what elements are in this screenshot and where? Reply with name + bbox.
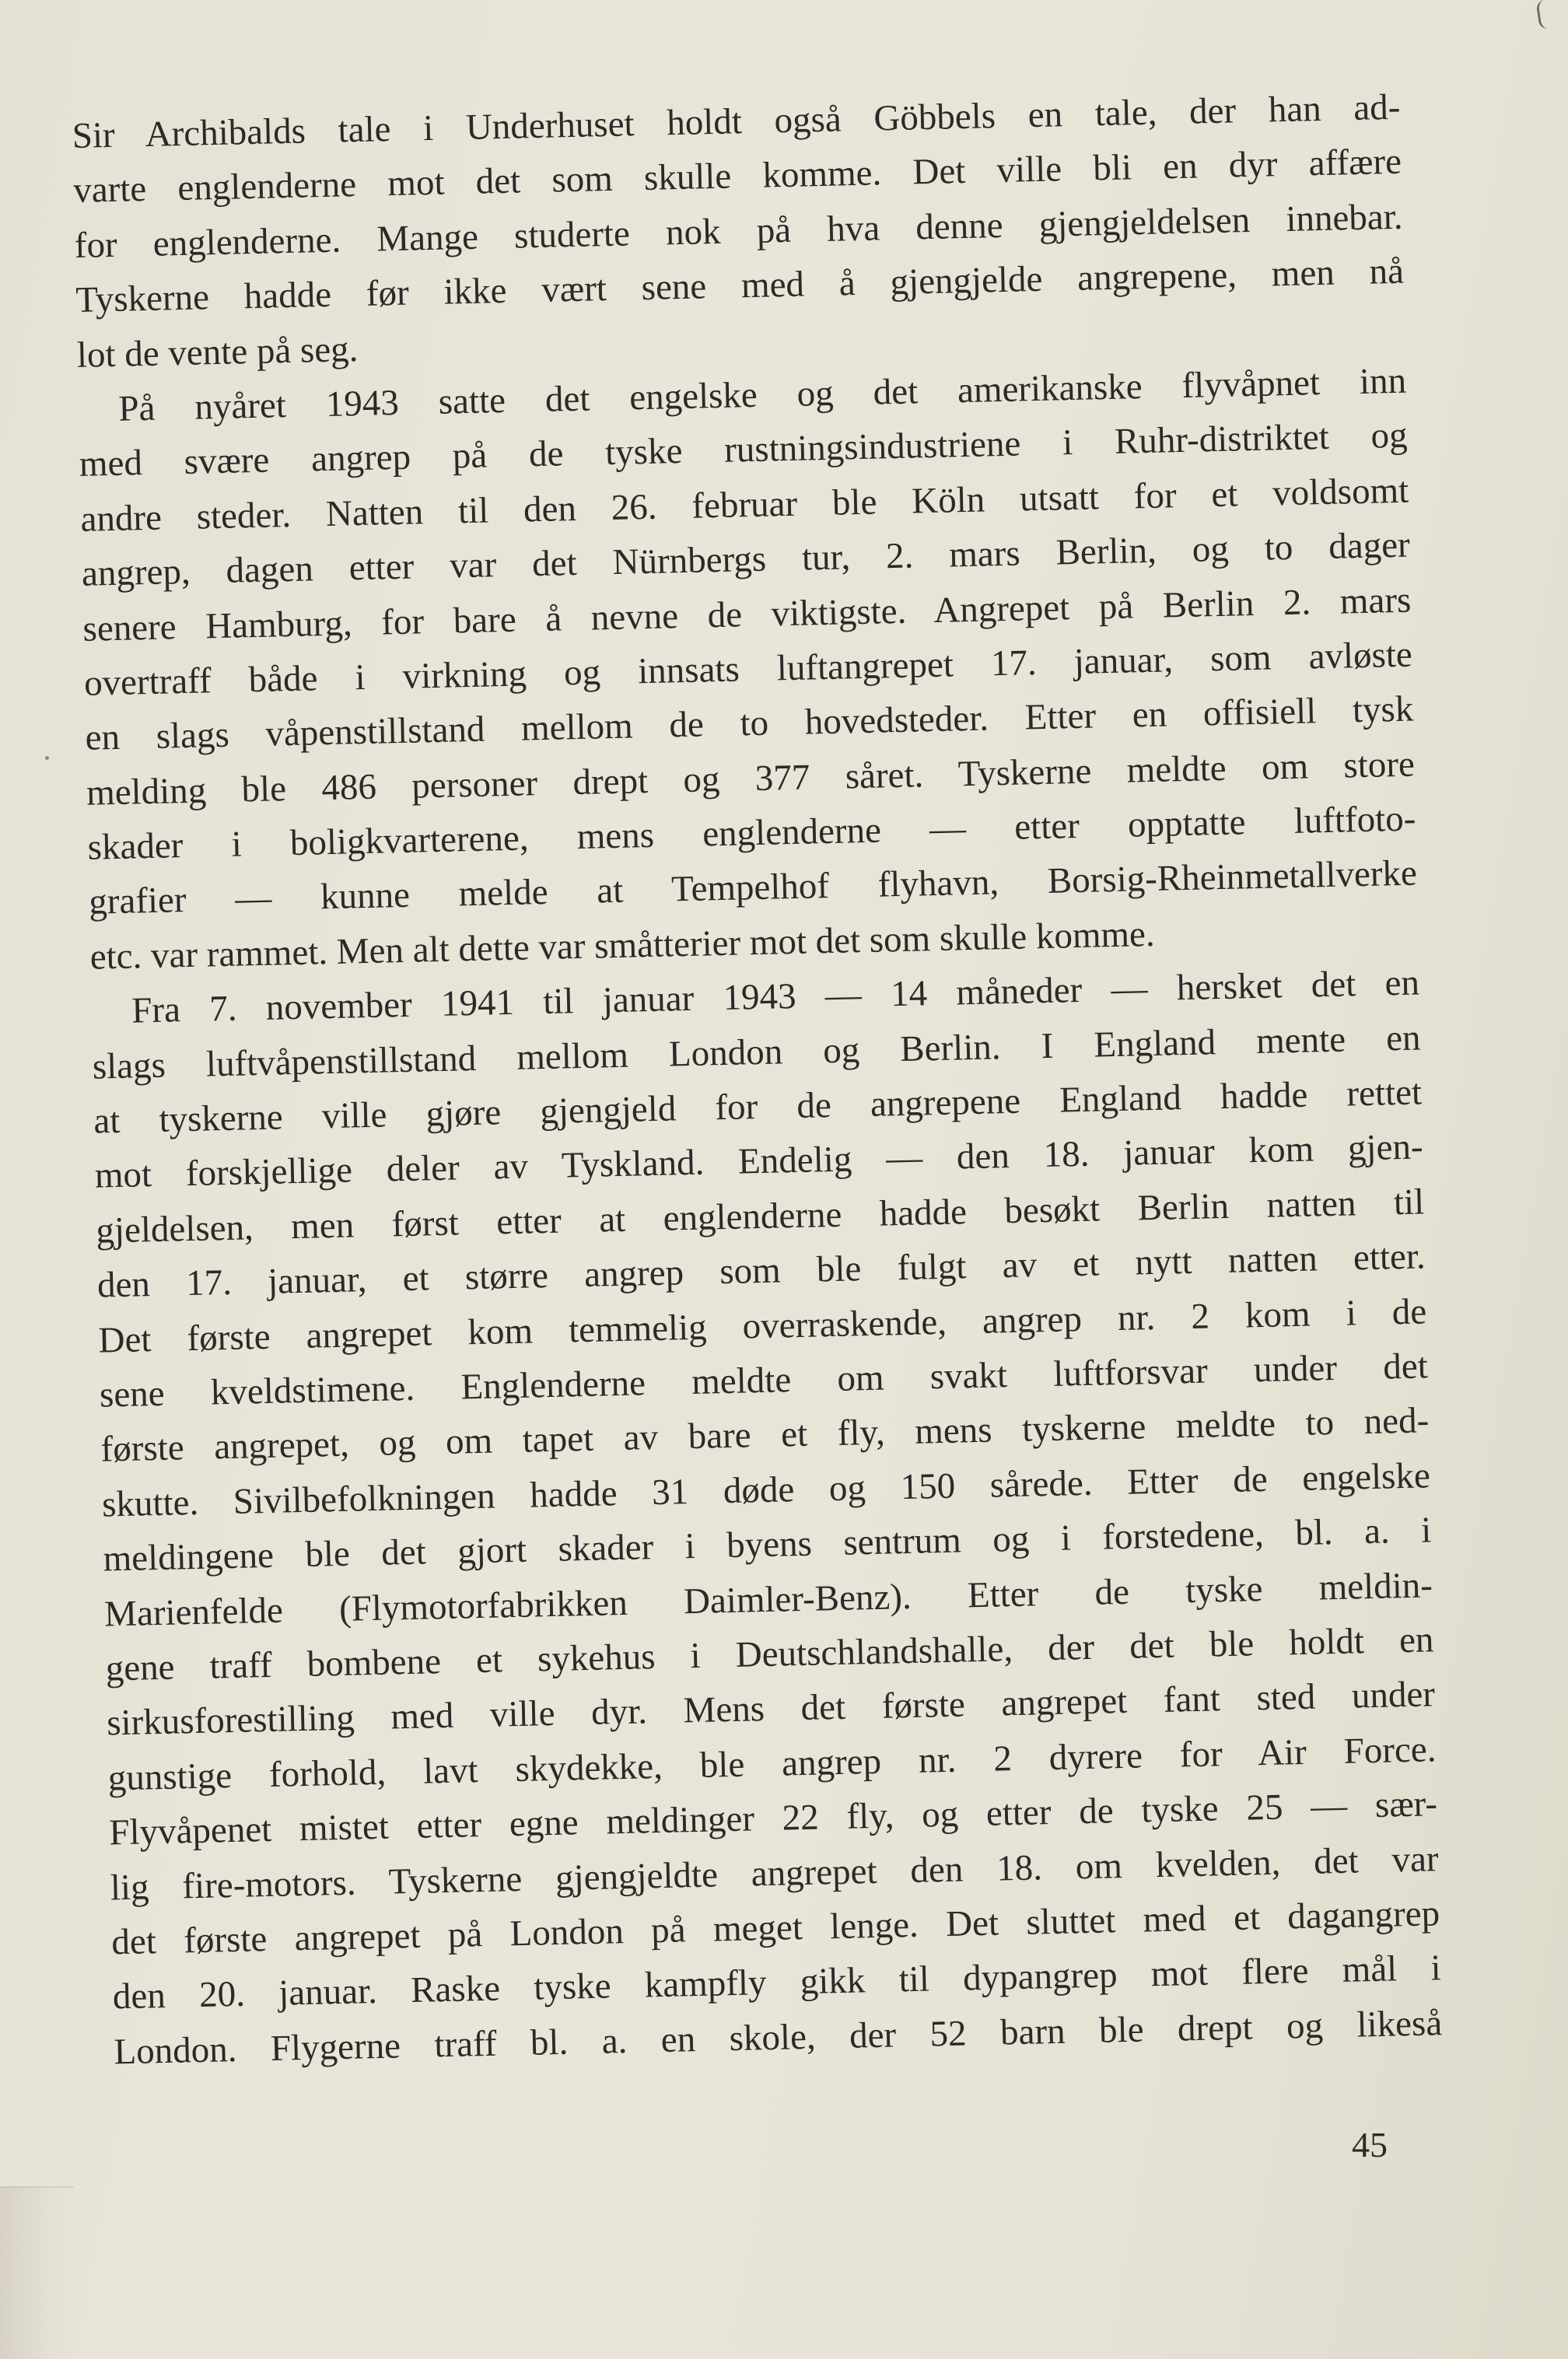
text-line: sene kveldstimene. Englenderne meldte om svakt luftforsvar under det [99, 1346, 1429, 1416]
text-line: angrep, dagen etter var det Nürnbergs tur, 2. mars Berlin, og to dager [81, 524, 1411, 594]
text-line: skader i boligkvarterene, mens englenderne — etter opptatte luftfoto- [87, 798, 1416, 868]
text-line: Marienfelde (Flymotorfabrikken Daimler-Benz). Etter de tyske meldin- [103, 1564, 1433, 1635]
body-text [72, 80, 1443, 2080]
text-line: lot de vente på seg. [76, 328, 359, 376]
text-line: at tyskerne ville gjøre gjengjeld for de angrepene England hadde rettet [93, 1072, 1423, 1142]
page-edge-mark [1535, 0, 1549, 30]
text-line: varte englenderne mot det som skulle komme. Det ville bli en dyr affære [72, 142, 1402, 212]
text-line: Tyskerne hadde før ikke vært sene med å gjengjelde angrepene, men nå [75, 250, 1405, 321]
text-line: gjeldelsen, men først etter at englenderne hadde besøkt Berlin natten til [95, 1181, 1425, 1251]
text-line: Det første angrepet kom temmelig overraskende, angrep nr. 2 kom i de [97, 1290, 1427, 1361]
text-line: første angrepet, og om tapet av bare et fly, mens tyskerne meldte to ned- [100, 1400, 1430, 1470]
page-number: 45 [1352, 2125, 1388, 2165]
text-line: skutte. Sivilbefolkningen hadde 31 døde og 150 sårede. Etter de engelske [101, 1455, 1431, 1525]
text-line: den 20. januar. Raske tyske kampfly gikk til dypangrep mot flere mål i [112, 1948, 1442, 2018]
text-line: melding ble 486 personer drept og 377 såret. Tyskerne meldte om store [86, 744, 1416, 814]
text-line: lig fire-motors. Tyskerne gjengjeldte angrepet den 18. om kvelden, det var [110, 1838, 1440, 1908]
text-line: gene traff bombene et sykehus i Deutschlandshalle, der det ble holdt en [105, 1619, 1434, 1689]
text-line: sirkusforestilling med ville dyr. Mens det første angrepet fant sted under [106, 1674, 1436, 1744]
text-line: Fra 7. november 1941 til januar 1943 — 14 måneder — hersket det en [131, 962, 1420, 1031]
text-line: Sir Archibalds tale i Underhuset holdt også Göbbels en tale, der han ad- [72, 86, 1401, 156]
text-line: grafier — kunne melde at Tempelhof flyhavn, Borsig-Rheinmetallverke [88, 852, 1418, 923]
text-line: mot forskjellige deler av Tyskland. Endelig — den 18. januar kom gjen- [94, 1126, 1424, 1197]
margin-speck [45, 756, 49, 760]
text-line: senere Hamburg, for bare å nevne de viktigste. Angrepet på Berlin 2. mars [82, 579, 1412, 649]
text-line: London. Flygerne traff bl. a. en skole, der 52 barn ble drept og likeså [113, 2002, 1443, 2073]
text-line: andre steder. Natten til den 26. februar ble Köln utsatt for et voldsomt [79, 470, 1409, 540]
text-line: etc. var rammet. Men alt dette var småtterier mot det som skulle komme. [89, 913, 1156, 978]
text-line: På nyåret 1943 satte det engelske og det amerikanske flyvåpnet inn [117, 360, 1407, 429]
page-corner-shadow [0, 2186, 74, 2359]
text-line: Flyvåpenet mistet etter egne meldinger 22 fly, og etter de tyske 25 — sær- [108, 1783, 1438, 1853]
text-line: meldingene ble det gjort skader i byens sentrum og i forstedene, bl. a. i [103, 1510, 1432, 1580]
text-line: for englenderne. Mange studerte nok på hva denne gjengjeldelsen innebar. [74, 196, 1403, 266]
text-line: det første angrepet på London på meget lenge. Det sluttet med et dagangrep [110, 1893, 1440, 1963]
text-line: med svære angrep på de tyske rustningsindustriene i Ruhr-distriktet og [79, 415, 1409, 485]
text-line: overtraff både i virkning og innsats luftangrepet 17. januar, som avløste [83, 634, 1413, 704]
text-line: slags luftvåpenstillstand mellom London og Berlin. I England mente en [92, 1017, 1422, 1087]
text-line: den 17. januar, et større angrep som ble fulgt av et nytt natten etter. [96, 1236, 1426, 1306]
text-line: gunstige forhold, lavt skydekke, ble angrep nr. 2 dyrere for Air Force. [107, 1728, 1437, 1799]
text-line: en slags våpenstillstand mellom de to hovedsteder. Etter en offisiell tysk [85, 688, 1414, 759]
